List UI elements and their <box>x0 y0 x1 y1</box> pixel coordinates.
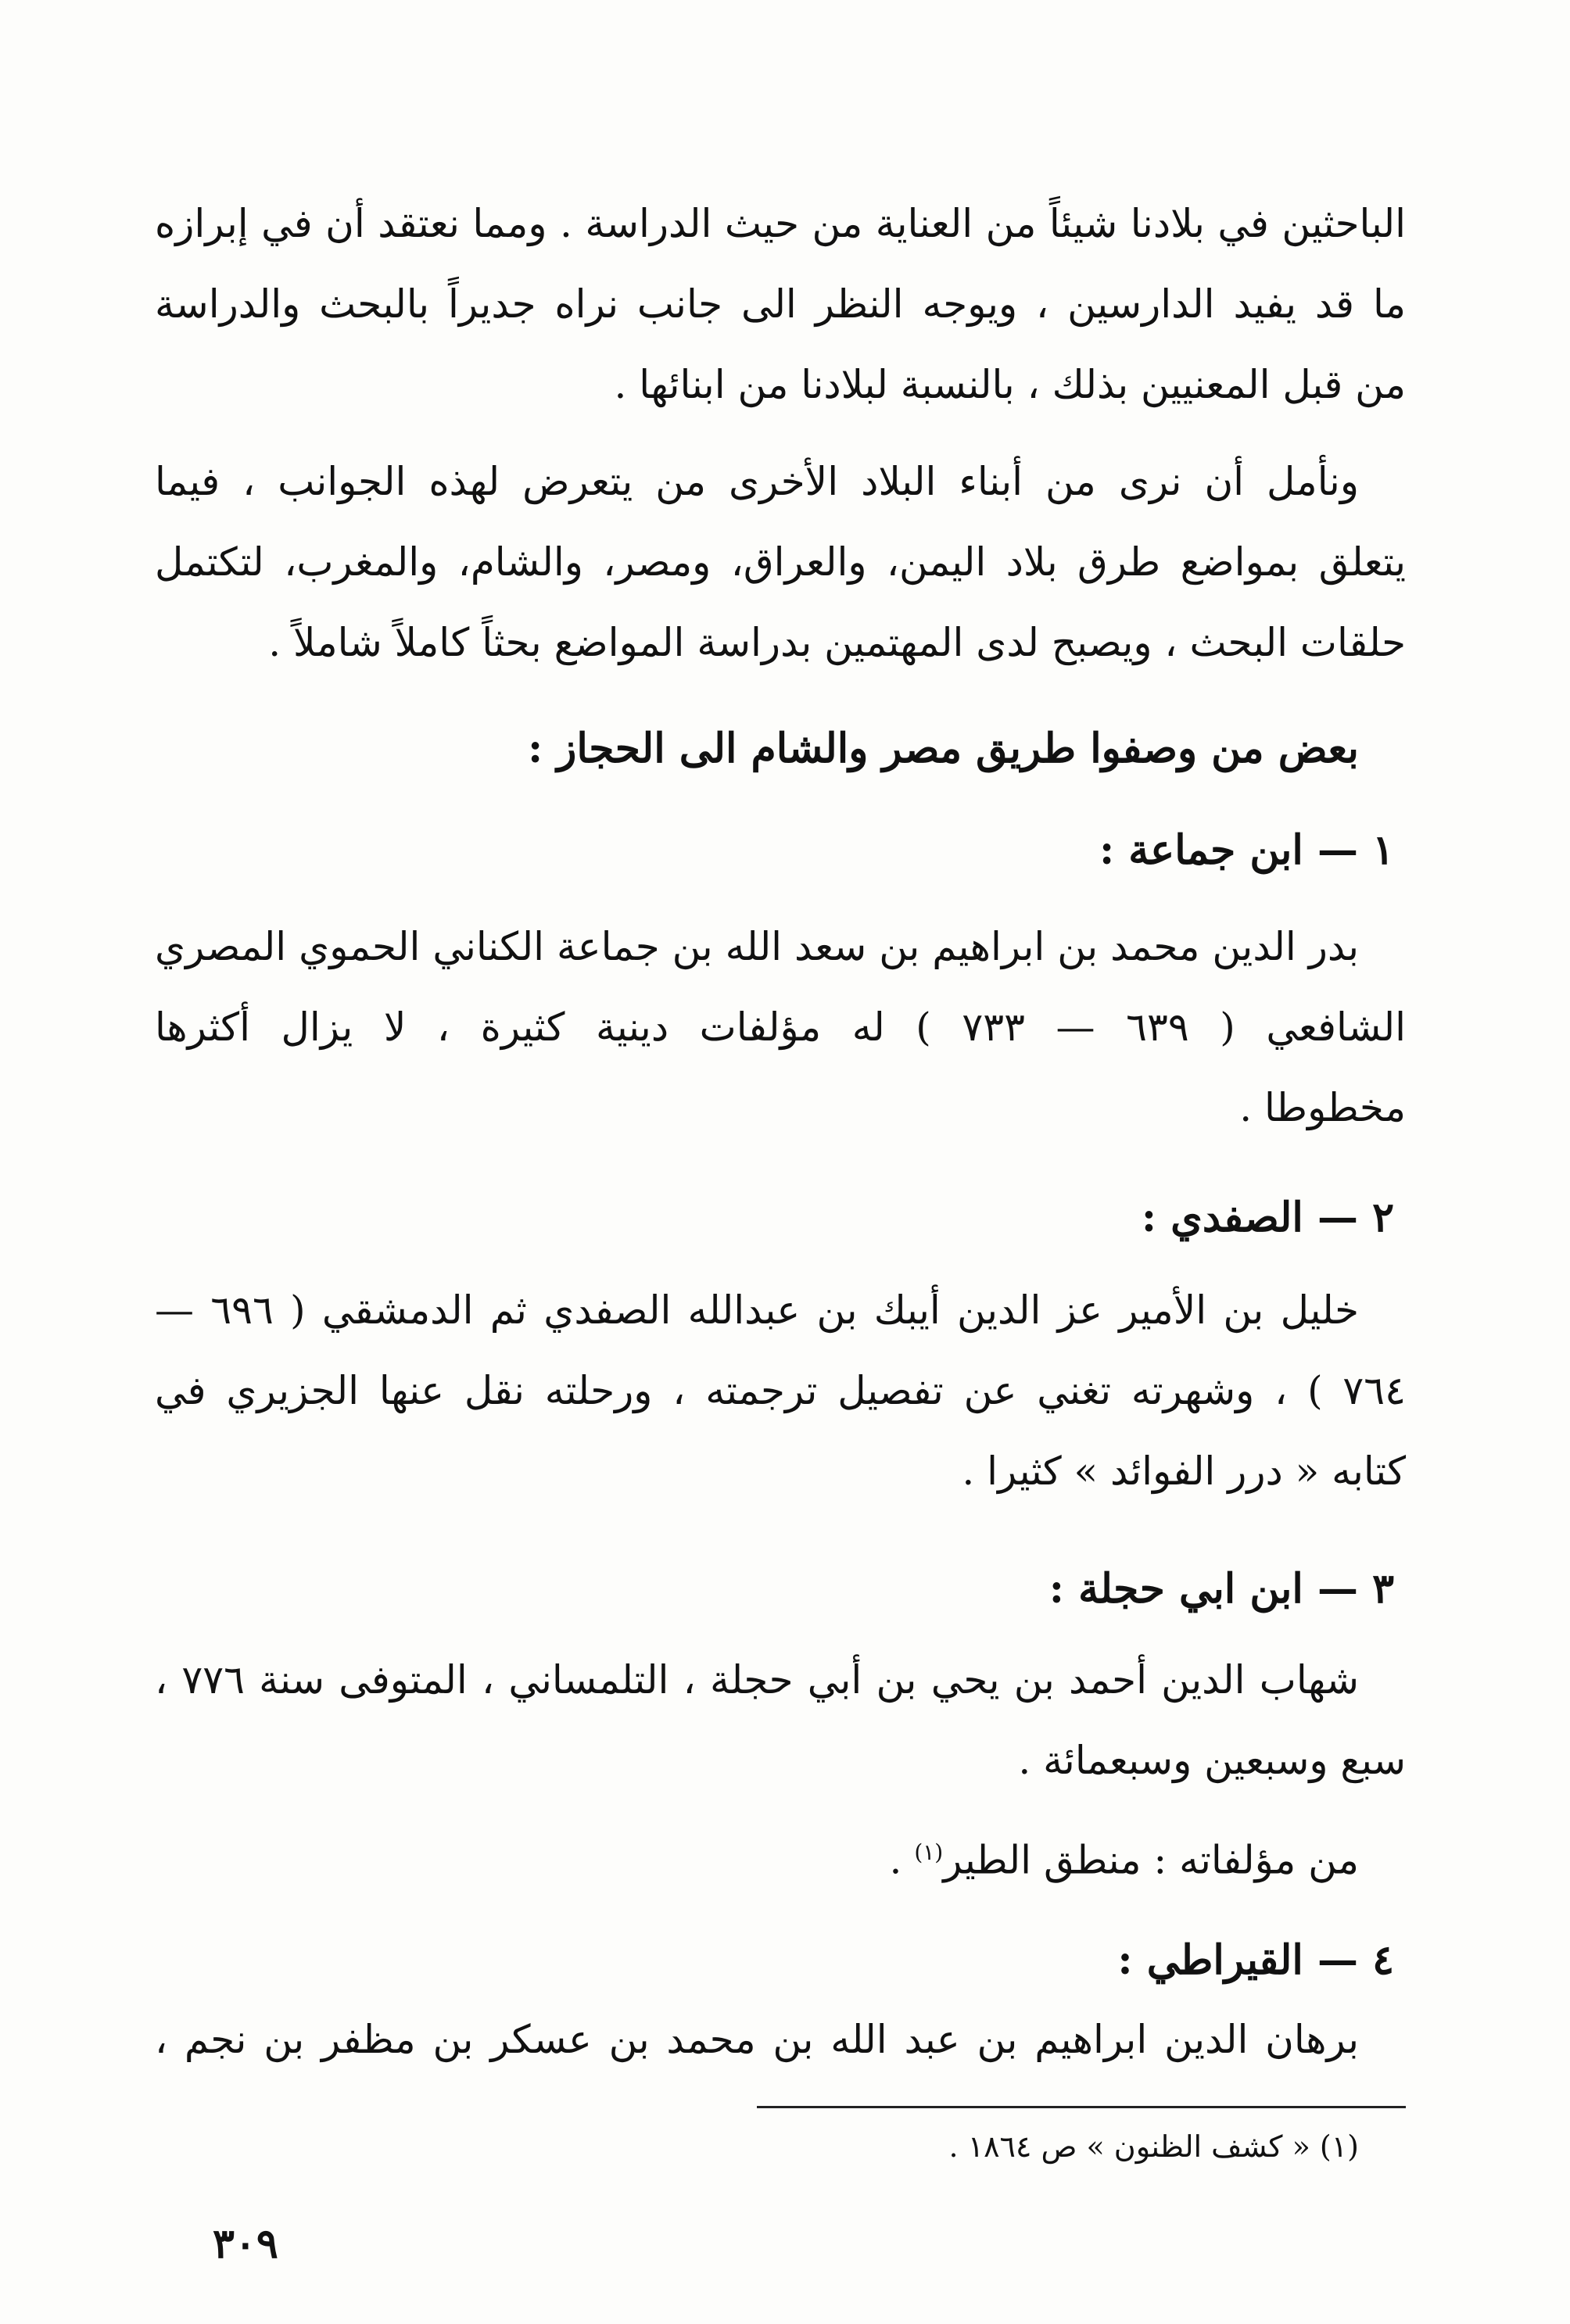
entry-2-heading: ٢ — الصفدي : <box>1141 1194 1394 1241</box>
entry-2-line-3: كتابه « درر الفوائد » كثيرا . <box>962 1448 1406 1494</box>
hope-line-1: ونأمل أن نرى من أبناء البلاد الأخرى من يتعرض لهذه الجوانب ، فيما <box>155 459 1359 504</box>
entry-2-line-1: خليل بن الأمير عز الدين أيبك بن عبدالله الصفدي ثم الدمشقي ( ٦٩٦ — <box>155 1287 1359 1333</box>
entry-3-works-line <box>155 1821 1406 1892</box>
entry-1-body <box>155 907 1406 1148</box>
hope-paragraph <box>155 442 1406 683</box>
intro-line-2: ما قد يفيد الدارسين ، ويوجه النظر الى جانب نراه جديراً بالبحث والدراسة <box>155 281 1406 327</box>
intro-line-3: من قبل المعنيين بذلك ، بالنسبة لبلادنا من ابنائها . <box>614 362 1406 407</box>
entry-1-line-1: بدر الدين محمد بن ابراهيم بن سعد الله بن جماعة الكناني الحموي المصري <box>155 924 1359 969</box>
hope-line-3: حلقات البحث ، ويصبح لدى المهتمين بدراسة المواضع بحثاً كاملاً شاملاً . <box>268 620 1406 665</box>
entry-1-line-2: الشافعي ( ٦٣٩ — ٧٣٣ ) له مؤلفات دينية كثيرة ، لا يزال أكثرها <box>155 1004 1406 1050</box>
entry-4-line-1: برهان الدين ابراهيم بن عبد الله بن محمد بن عسكر بن مظفر بن نجم ، <box>155 2017 1359 2062</box>
entry-4-heading: ٤ — القيراطي : <box>1117 1936 1394 1984</box>
entry-1-line-3: مخطوطا . <box>1239 1085 1406 1130</box>
entry-1-heading: ١ — ابن جماعة : <box>1099 826 1394 874</box>
entry-3-body <box>155 1640 1406 1801</box>
entry-3-line-1: شهاب الدين أحمد بن يحي بن أبي حجلة ، التلمساني ، المتوفى سنة ٧٧٦ ، <box>155 1657 1360 1703</box>
entry-2-line-2: ٧٦٤ ) ، وشهرته تغني عن تفصيل ترجمته ، ورحلته نقل عنها الجزيري في <box>155 1368 1406 1413</box>
section-title: بعض من وصفوا طريق مصر والشام الى الحجاز : <box>527 725 1359 772</box>
hope-line-2: يتعلق بمواضع طرق بلاد اليمن، والعراق، ومصر، والشام، والمغرب، لتكتمل <box>155 539 1406 585</box>
entry-3-line-2: سبع وسبعين وسبعمائة . <box>1018 1738 1406 1783</box>
page-number: ٣٠٩ <box>213 2220 278 2268</box>
entry-2-body <box>155 1270 1406 1512</box>
footnote: (١) « كشف الظنون » ص ١٨٦٤ . <box>948 2129 1359 2164</box>
entry-3-works <box>155 1821 1406 1892</box>
entry-4-body <box>155 2000 1406 2080</box>
footnote-rule <box>757 2106 1406 2108</box>
intro-line-1: الباحثين في بلادنا شيئاً من العناية من حيث الدراسة . ومما نعتقد أن في إبرازه <box>155 201 1406 246</box>
entry-3-works-text: من مؤلفاته : منطق الطير <box>943 1837 1359 1883</box>
entry-3-works-end: . <box>889 1837 915 1883</box>
footnote-reference: (١) <box>914 1839 944 1865</box>
intro-paragraph <box>155 184 1406 425</box>
entry-3-heading: ٣ — ابن ابي حجلة : <box>1048 1565 1394 1613</box>
